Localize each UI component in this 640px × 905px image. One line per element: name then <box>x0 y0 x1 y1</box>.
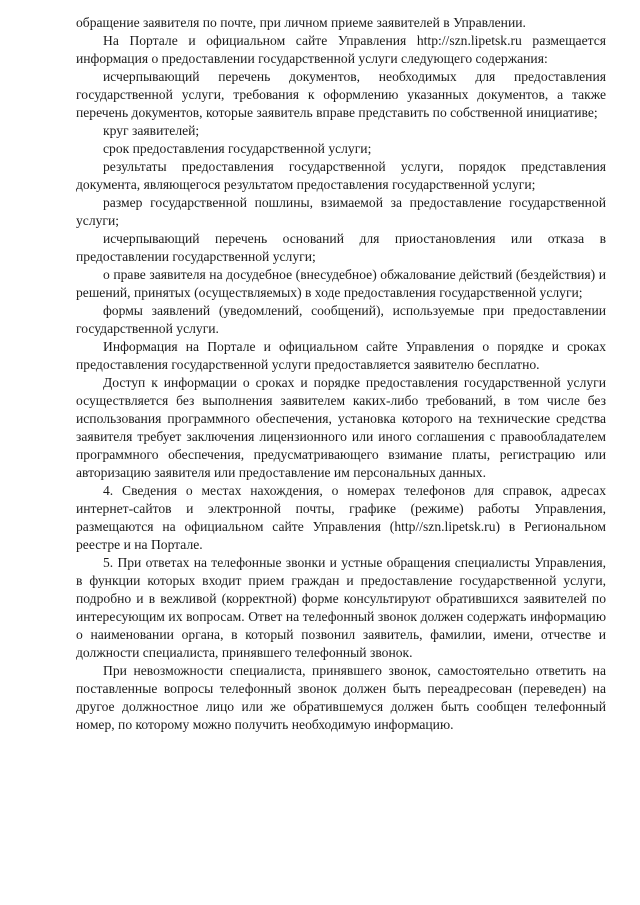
list-item-applicants: круг заявителей; <box>103 123 200 138</box>
list-item-results: результаты предоставления государственной услуги, порядок представления документа, являющегося результатом предоставления государственной услуги; <box>76 159 606 192</box>
paragraph-portal-info: На Портале и официальном сайте Управления http://szn.lipetsk.ru размещается информация о предоставлении государственной услуги следующего содержания: <box>76 33 606 66</box>
paragraph-section-5: 5. При ответах на телефонные звонки и устные обращения специалисты Управления, в функции которых входит прием граждан и предоставление государственной услуги, подробно и в вежливой (корректной) форме консультируют обратившихся заявителей по интересующим их вопросам. Ответ на телефонный звонок должен содержать информацию о наименовании органа, в который позвонил заявитель, фамилии, имени, отчестве и должности специалиста, принявшего телефонный звонок. <box>76 555 606 660</box>
list-item-appeal-right: о праве заявителя на досудебное (внесудебное) обжалование действий (бездействия) и решений, принятых (осуществляемых) в ходе предоставления государственной услуги; <box>76 267 606 300</box>
paragraph-free-info: Информация на Портале и официальном сайте Управления о порядке и сроках предоставления государственной услуги предоставляется заявителю бесплатно. <box>76 339 606 372</box>
document-body <box>76 14 606 734</box>
list-item-refusal-grounds: исчерпывающий перечень оснований для приостановления или отказа в предоставлении государственной услуги; <box>76 231 606 264</box>
list-item-forms: формы заявлений (уведомлений, сообщений), используемые при предоставлении государственной услуги. <box>76 303 606 336</box>
paragraph-access: Доступ к информации о сроках и порядке предоставления государственной услуги осуществляется без выполнения заявителем каких-либо требований, в том числе без использования программного обеспечения, установка которого на технические средства заявителя требует заключения лицензионного или иного соглашения с правообладателем программного обеспечения, предусматривающего взимание платы, регистрацию или авторизацию заявителя или предоставление им персональных данных. <box>76 375 606 480</box>
paragraph-redirect: При невозможности специалиста, принявшего звонок, самостоятельно ответить на поставленные вопросы телефонный звонок должен быть переадресован (переведен) на другое должностное лицо или же обратившемуся должен быть сообщен телефонный номер, по которому можно получить необходимую информацию. <box>76 663 606 732</box>
list-item-documents: исчерпывающий перечень документов, необходимых для предоставления государственной услуги, требования к оформлению указанных документов, а также перечень документов, которые заявитель вправе представить по собственной инициативе; <box>76 69 606 120</box>
list-item-fee: размер государственной пошлины, взимаемой за предоставление государственной услуги; <box>76 195 606 228</box>
paragraph-section-4: 4. Сведения о местах нахождения, о номерах телефонов для справок, адресах интернет-сайтов и электронной почты, графике (режиме) работы Управления, размещаются на официальном сайте Управления (http//szn.lipetsk.ru) в Региональном реестре и на Портале. <box>76 483 606 552</box>
list-item-term: срок предоставления государственной услуги; <box>103 141 372 156</box>
paragraph-continuation: обращение заявителя по почте, при личном приеме заявителей в Управлении. <box>76 15 526 30</box>
